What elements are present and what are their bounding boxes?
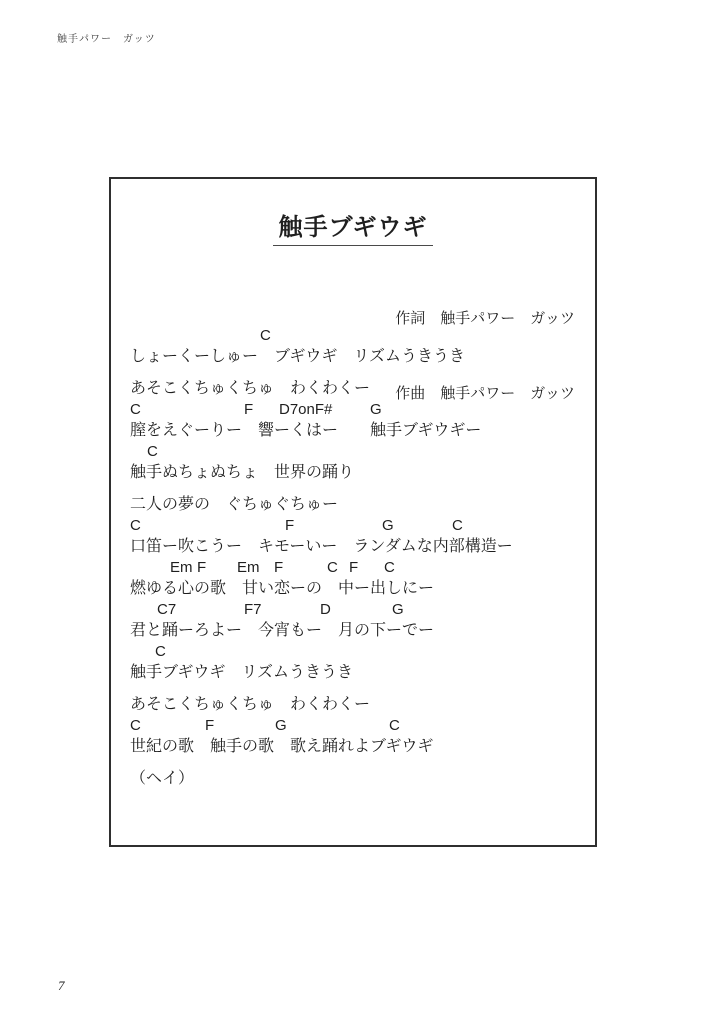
chord-label: F: [285, 517, 295, 534]
chord-line: [130, 325, 589, 346]
lyric-line: （ヘイ）: [130, 770, 195, 787]
song-sheet-box: [109, 177, 597, 847]
chord-label: C7: [157, 601, 177, 618]
lyric-line: しょーくーしゅー ブギウギ リズムうきうき: [130, 348, 466, 365]
chord-label: C: [155, 643, 166, 660]
chord-line: [130, 599, 589, 620]
page-number: 7: [58, 978, 65, 993]
chord-line: [130, 641, 589, 662]
stanza: [130, 325, 589, 367]
lyric-line: 世紀の歌 触手の歌 歌え踊れよブギウギ: [130, 738, 434, 755]
chord-label: C: [327, 559, 338, 576]
chord-label: Em: [237, 559, 260, 576]
composer-credit: 作曲 触手パワー ガッツ: [395, 385, 575, 402]
lyric-line: あそこくちゅくちゅ わくわくー: [130, 380, 371, 397]
chord-line: [130, 715, 589, 736]
chord-label: D: [320, 601, 331, 618]
chord-label: F: [244, 401, 254, 418]
lyric-line: あそこくちゅくちゅ わくわくー: [130, 696, 371, 713]
song-title: 触手ブギウギ: [273, 207, 432, 246]
chord-label: G: [392, 601, 404, 618]
stanza: [130, 768, 589, 789]
chord-line: [130, 515, 589, 536]
chord-label: C: [130, 717, 141, 734]
chord-label: C: [130, 401, 141, 418]
chord-label: F: [205, 717, 215, 734]
chord-label: D7onF#: [279, 401, 333, 418]
chord-label: C: [452, 517, 463, 534]
chord-label: F: [349, 559, 359, 576]
lyricist-credit: 作詞 触手パワー ガッツ: [395, 310, 575, 327]
lyric-line: 口笛ー吹こうー キモーいー ランダムな内部構造ー: [130, 538, 513, 555]
chord-line: [130, 557, 589, 578]
chord-label: F7: [244, 601, 262, 618]
chord-label: C: [147, 443, 158, 460]
chord-label: F: [274, 559, 284, 576]
chord-label: F: [197, 559, 207, 576]
chord-label: C: [389, 717, 400, 734]
stanza: [130, 494, 589, 683]
chord-label: G: [382, 517, 394, 534]
chord-line: [130, 441, 589, 462]
stanza: [130, 378, 589, 483]
lyrics-block: [130, 325, 589, 800]
chord-line: [130, 399, 589, 420]
stanza: [130, 694, 589, 757]
chord-label: G: [370, 401, 382, 418]
lyric-line: 二人の夢の ぐちゅぐちゅー: [130, 496, 339, 513]
title-row: [111, 207, 595, 246]
chord-label: C: [384, 559, 395, 576]
lyric-line: 燃ゆる心の歌 甘い恋ーの 中ー出しにー: [130, 580, 435, 597]
lyric-line: 膣をえぐーりー 響ーくはー 触手ブギウギー: [130, 422, 482, 439]
lyric-line: 君と踊ーろよー 今宵もー 月の下ーでー: [130, 622, 435, 639]
lyric-line: 触手ぬちょぬちょ 世界の踊り: [130, 464, 355, 481]
lyric-line: 触手ブギウギ リズムうきうき: [130, 664, 354, 681]
chord-label: C: [260, 327, 271, 344]
chord-label: C: [130, 517, 141, 534]
chord-label: G: [275, 717, 287, 734]
running-header: 触手パワー ガッツ: [57, 34, 156, 45]
chord-label: Em: [170, 559, 193, 576]
